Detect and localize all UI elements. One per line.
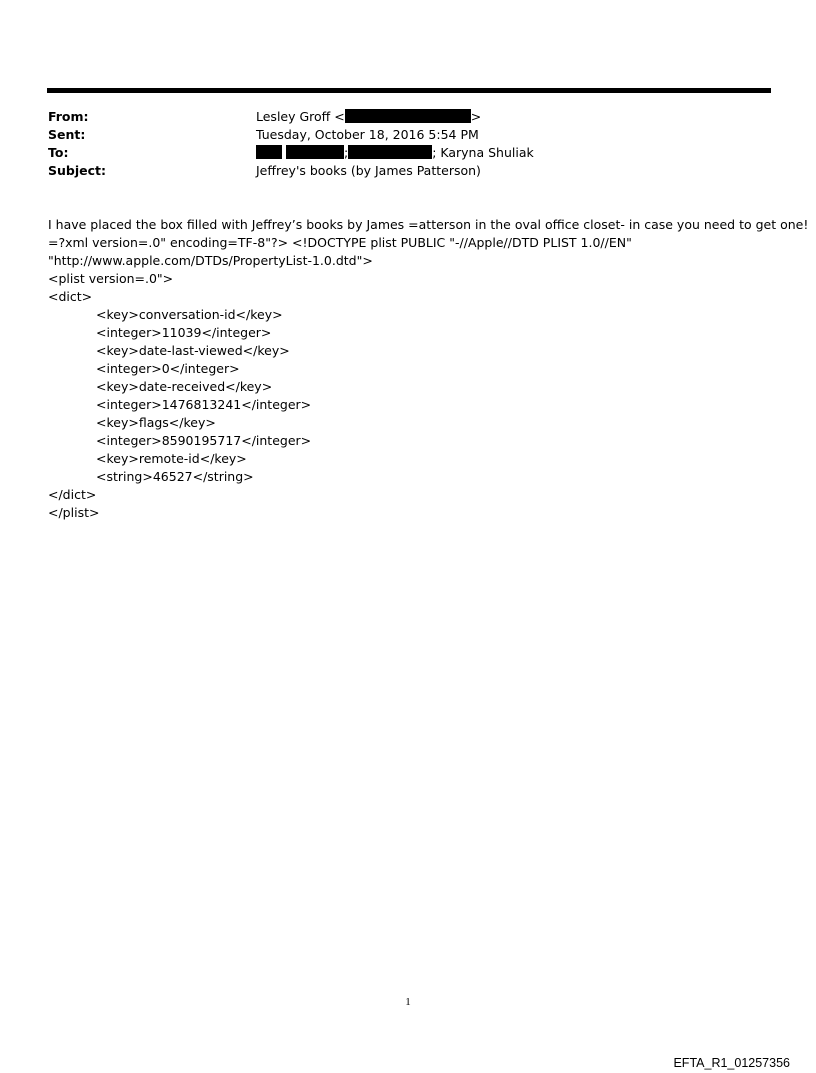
top-rule (47, 88, 771, 93)
email-body (48, 216, 809, 522)
body-line: <integer>8590195717</integer> (96, 433, 312, 448)
page-number: 1 (405, 996, 411, 1008)
body-line: <plist version=.0"> (48, 271, 174, 286)
redaction-box (256, 145, 282, 159)
body-line: </dict> (48, 487, 97, 502)
from-label: From: (48, 109, 89, 124)
redaction-box (348, 145, 432, 159)
body-line: "http://www.apple.com/DTDs/PropertyList-1.0.dtd"> (48, 253, 373, 268)
subject-label: Subject: (48, 163, 106, 178)
from-close: > (470, 109, 482, 124)
redaction-box (286, 145, 344, 159)
body-line: <integer>1476813241</integer> (96, 397, 312, 412)
body-line: </plist> (48, 505, 100, 520)
sent-label: Sent: (48, 127, 86, 142)
to-label: To: (48, 145, 69, 160)
body-line: <key>remote-id</key> (96, 451, 247, 466)
body-line: <integer>11039</integer> (96, 325, 272, 340)
to-value (256, 144, 534, 162)
body-line: <key>date-received</key> (96, 379, 273, 394)
from-value (256, 108, 481, 126)
body-line: <key>date-last-viewed</key> (96, 343, 290, 358)
body-line: <key>flags</key> (96, 415, 216, 430)
body-line: <integer>0</integer> (96, 361, 240, 376)
body-line: I have placed the box filled with Jeffrey’s books by James =atterson in the oval office closet- in case you need to get one! (48, 217, 809, 232)
to-recipient: ; Karyna Shuliak (432, 145, 534, 160)
redaction-box (345, 109, 471, 123)
document-id: EFTA_R1_01257356 (673, 1056, 790, 1070)
sent-value: Tuesday, October 18, 2016 5:54 PM (256, 127, 479, 142)
body-line: <dict> (48, 289, 93, 304)
body-line: <string>46527</string> (96, 469, 254, 484)
body-line: <key>conversation-id</key> (96, 307, 283, 322)
to-separator: ; (343, 145, 349, 160)
subject-value: Jeffrey's books (by James Patterson) (256, 163, 481, 178)
from-name: Lesley Groff < (256, 109, 345, 124)
body-line: =?xml version=.0" encoding=TF-8"?> <!DOCTYPE plist PUBLIC "-//Apple//DTD PLIST 1.0//EN" (48, 235, 632, 250)
